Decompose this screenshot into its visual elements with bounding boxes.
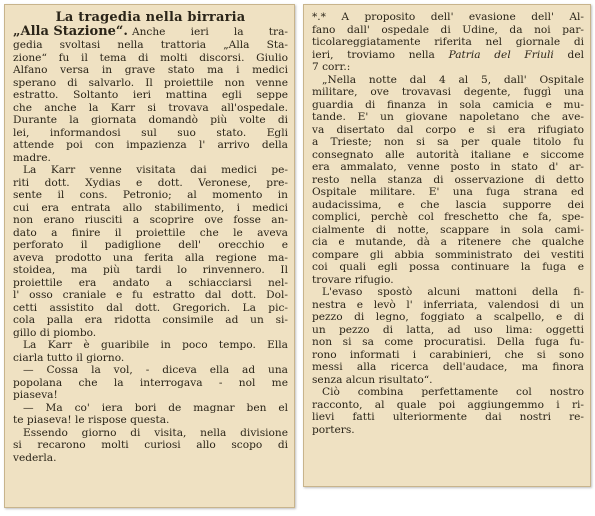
text-line: cetti assistito dal dott. Gregorich. La pic- <box>13 301 288 314</box>
text-line: „Nella notte dal 4 al 5, dall' Ospitale <box>322 73 584 86</box>
text-line: a Trieste; non si sa per quale titolo fu <box>312 136 584 148</box>
text-line: attende poi con impazienza l' arrivo della <box>13 139 288 151</box>
text-segment: del <box>567 48 584 61</box>
text-line: porters. <box>312 423 355 436</box>
text-line: era ammalato, venne posto in stato d' ar- <box>312 161 584 173</box>
text-line: popolana che la interrogava - nol me <box>13 376 288 389</box>
text-line: te piaseva! le rispose questa. <box>13 414 170 426</box>
newspaper-name: Patria del Friuli <box>448 48 554 61</box>
text-line: un pezzo di latta, ad uso lima: oggetti <box>312 323 584 336</box>
text-line: madre. <box>13 151 51 164</box>
text-line: non erano riusciti a scoprire ove fosse an- <box>13 214 288 226</box>
text-line: sente il cons. Petronio; al momento in <box>13 189 288 201</box>
paragraph-3 <box>13 339 288 364</box>
text-line: cia e mutande, dà a ritenere che qualche <box>312 236 584 248</box>
left-clipping <box>4 4 295 508</box>
text-line: ciarla tutto il giorno. <box>13 351 125 364</box>
paragraph-5 <box>13 402 288 427</box>
text-line: riti dott. Xydias e dott. Veronese, pre- <box>13 176 288 189</box>
paragraph-1 <box>13 39 288 164</box>
text-line: cola palla era ridotta consimile ad un si- <box>13 314 288 326</box>
text-line: Ciò combina perfettamente col nostro <box>322 386 584 398</box>
text-line: pezzo di legno, foggiato a scalpello, e di <box>312 311 584 323</box>
headline-continuation: „Alla Stazione“. <box>13 24 128 39</box>
text-line: trovare rifugio. <box>312 273 394 286</box>
text-line: zione“ fu il tema di molti discorsi. Giulio <box>13 51 288 64</box>
text-line: che anche la Karr si trovava all'ospedale. <box>13 101 288 114</box>
paragraph-2 <box>312 74 584 287</box>
headline-second-line <box>13 25 288 39</box>
text-line: rono informati i carabinieri, che si sono <box>312 348 584 361</box>
text-line: lei, informandosi sul suo stato. Egli <box>13 126 288 139</box>
text-line: audacissima, e che lascia supporre dei <box>312 198 584 211</box>
text-line: Durante la giornata domandò più volte di <box>13 114 288 126</box>
paragraph-3 <box>312 286 584 386</box>
text-line: vederla. <box>13 451 57 464</box>
text-segment: ieri, troviamo nella <box>312 48 435 61</box>
text-line: resto nella stanza di osservazione di detto <box>312 173 584 186</box>
text-line: Alfano versa in grave stato ma i medici <box>13 64 288 76</box>
text-line: *.* A proposito dell' evasione dell' Al- <box>312 11 584 23</box>
text-line: ticolareggiatamente riferita nel giornale di <box>312 36 584 48</box>
text-line: non si sa come procuratisi. Della fuga fu- <box>312 336 584 348</box>
text-line: gedia svoltasi nella trattoria „Alla Sta- <box>13 39 288 51</box>
text-line: fano dall' ospedale di Udine, da noi par- <box>312 23 584 36</box>
text-line: messi alla ricerca dell'audace, ma finora <box>312 361 584 373</box>
text-line: cialmente di notte, scappare in sola cami- <box>312 223 584 236</box>
text-line: senza alcun risultato“. <box>312 373 433 386</box>
text-line: si recarono molti curiosi allo scopo di <box>13 439 288 451</box>
text-line: va disertato dal corpo e si era rifugiato <box>312 123 584 136</box>
text-line: — Ma co' iera bori de magnar ben el <box>23 401 288 414</box>
right-clipping <box>303 4 591 487</box>
text-line: La Karr è guaribile in poco tempo. Ella <box>23 339 288 351</box>
text-line: gillo di piombo. <box>13 326 97 339</box>
text-line: dato a finire il proiettile che le aveva <box>13 226 288 239</box>
text-line: stoidea, ma più tardi lo rinvennero. Il <box>13 264 288 276</box>
headline: La tragedia nella birraria <box>55 10 246 25</box>
text-line: militare, ove trovavasi degente, fuggì una <box>312 86 584 98</box>
text-line: estratto. Soltanto ieri mattina egli seppe <box>13 89 288 101</box>
text-line: lievi fatti ulteriormente dai nostri re- <box>312 411 584 423</box>
paragraph-2 <box>13 164 288 339</box>
text-line: guardia di finanza in sola camicia e mu- <box>312 98 584 111</box>
paragraph-1 <box>312 11 584 74</box>
text-line: compare gli abbia somministrato dei vestiti <box>312 248 584 261</box>
text-line: complici, perchè col freschetto che fa, spe- <box>312 211 584 223</box>
text-line: tande. E' un giovane napoletano che ave- <box>312 111 584 123</box>
text-line <box>312 49 584 62</box>
text-line: perforato il padiglione dell' orecchio e <box>13 239 288 251</box>
text-line: racconto, al quale poi aggiungemmo i ri- <box>312 398 584 411</box>
text-line: l' osso craniale e fu estratto dal dott. Dol- <box>13 289 288 301</box>
text-line: piaseva! <box>13 389 58 401</box>
text-line: nestra e levò l' inferriata, valendosi di un <box>312 298 584 311</box>
text-line: — Cossa la vol, - diceva ella ad una <box>23 364 288 376</box>
text-line: L'evaso spostò alcuni mattoni della fi- <box>322 286 584 298</box>
text-line: coi quali egli possa continuare la fuga e <box>312 261 584 273</box>
text-line: consegnato alle autorità italiane e siccome <box>312 148 584 161</box>
text-line: La Karr venne visitata dai medici pe- <box>23 164 288 176</box>
text-line: 7 corr.: <box>312 61 351 73</box>
text-line: Essendo giorno di visita, nella divisione <box>23 426 288 439</box>
text-line: Ospitale militare. E' una fuga strana ed <box>312 186 584 198</box>
paragraph-4 <box>13 364 288 402</box>
text-line: proiettile era andato a schiacciarsi nel- <box>13 276 288 289</box>
paragraph-4 <box>312 386 584 436</box>
paragraph-6 <box>13 427 288 465</box>
text-line: sperano di salvarlo. Il proiettile non venne <box>13 76 288 89</box>
text-line: cui era entrata allo stabilimento, i medici <box>13 201 288 214</box>
text-line: aveva prodotto una ferita alla regione ma- <box>13 251 288 264</box>
first-line-text: Anche ieri la tra- <box>131 26 288 38</box>
